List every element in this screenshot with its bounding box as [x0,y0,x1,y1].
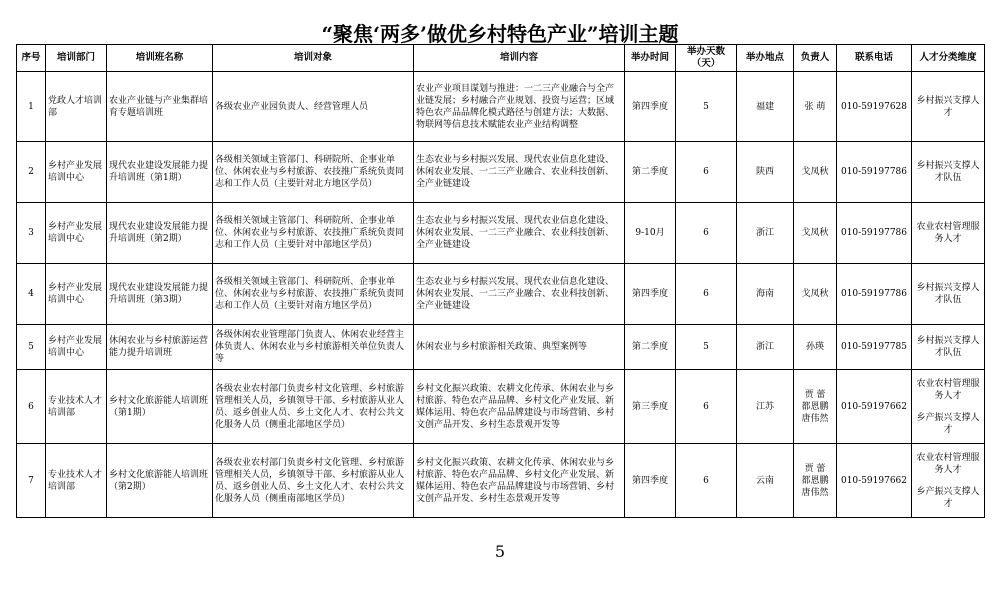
cell-dept: 专业技术人才培训部 [46,444,107,518]
table-row [17,142,985,203]
header-dept: 培训部门 [46,45,107,72]
cell-place: 陕西 [737,142,794,203]
cell-category [912,72,985,142]
cell-phone: 010-59197786 [837,142,912,203]
cell-place: 云南 [737,444,794,518]
header-place: 举办地点 [737,45,794,72]
cell-dept: 乡村产业发展培训中心 [46,325,107,370]
header-time: 举办时间 [625,45,676,72]
cell-days: 6 [676,370,737,444]
category-gap [914,402,982,412]
cell-no: 7 [17,444,46,518]
person-name: 贾 蕾 [804,389,826,400]
category-label: 农业农村管理服务人才 [916,378,980,401]
cell-phone: 010-59197786 [837,203,912,264]
cell-person [794,444,837,518]
cell-target: 各级农业产业园负责人、经营管理人员 [213,72,414,142]
cell-content: 生态农业与乡村振兴发展、现代农业信息化建设、休闲农业发展、一二三产业融合、农业科技创新、全产业链建设 [414,203,625,264]
cell-person [794,370,837,444]
cell-target: 各级相关领域主管部门、科研院所、企事业单位、休闲农业与乡村旅游、农技推广系统负责同志和工作人员（主要针对北方地区学员） [213,142,414,203]
table-row [17,370,985,444]
category-label: 乡村振兴支撑人才队伍 [916,161,980,183]
person-name: 戈凤秋 [801,228,829,238]
table-row [17,203,985,264]
cell-phone: 010-59197786 [837,264,912,325]
cell-person [794,142,837,203]
cell-target: 各级农业农村部门负责乡村文化管理、乡村旅游管理相关人员，乡镇领导干部、乡村旅游从业人员、返乡创业人员、乡土文化人才、农村公共文化服务人员（侧重北部地区学员） [213,370,414,444]
header-class-name: 培训班名称 [107,45,213,72]
category-label: 乡村振兴支撑人才队伍 [916,283,980,305]
cell-place: 浙江 [737,203,794,264]
cell-place: 江苏 [737,370,794,444]
cell-phone: 010-59197628 [837,72,912,142]
header-category: 人才分类维度 [912,45,985,72]
person-name: 张 萌 [804,101,826,112]
person-name: 都恩鹏 [801,401,829,412]
document-title: “聚焦‘两多’做优乡村特色产业”培训主题 [321,22,679,46]
cell-dept: 乡村产业发展培训中心 [46,142,107,203]
cell-person [794,264,837,325]
cell-time: 第二季度 [625,325,676,370]
cell-class-name: 现代农业建设发展能力提升培训班（第3期） [107,264,213,325]
cell-content: 生态农业与乡村振兴发展、现代农业信息化建设、休闲农业发展、一二三产业融合、农业科技创新、全产业链建设 [414,264,625,325]
cell-place: 福建 [737,72,794,142]
person-name: 唐伟然 [801,487,829,498]
cell-phone: 010-59197662 [837,444,912,518]
cell-days: 6 [676,142,737,203]
cell-no: 1 [17,72,46,142]
cell-target: 各级相关领域主管部门、科研院所、企事业单位、休闲农业与乡村旅游、农技推广系统负责同志和工作人员（主要针对南方地区学员） [213,264,414,325]
cell-days: 5 [676,72,737,142]
cell-no: 3 [17,203,46,264]
cell-time: 9-10月 [625,203,676,264]
cell-phone: 010-59197785 [837,325,912,370]
table-row [17,72,985,142]
cell-content: 农业产业项目谋划与推进：一二三产业融合与全产业链发展；乡村融合产业规划、投资与运营；区域特色农产品品牌化模式路径与创建方法；大数据、物联网等信息技术赋能农业产业结构调整 [414,72,625,142]
cell-phone: 010-59197662 [837,370,912,444]
cell-class-name: 现代农业建设发展能力提升培训班（第1期） [107,142,213,203]
header-content: 培训内容 [414,45,625,72]
cell-person [794,72,837,142]
cell-time: 第四季度 [625,72,676,142]
cell-content: 生态农业与乡村振兴发展、现代农业信息化建设、休闲农业发展、一二三产业融合、农业科技创新、全产业链建设 [414,142,625,203]
cell-days: 5 [676,325,737,370]
header-phone: 联系电话 [837,45,912,72]
cell-target: 各级休闲农业管理部门负责人、休闲农业经营主体负责人、休闲农业与乡村旅游相关单位负责人等 [213,325,414,370]
cell-category [912,444,985,518]
training-table [16,44,985,518]
cell-category [912,370,985,444]
category-label: 乡产振兴支撑人才 [916,486,980,509]
category-label: 乡村振兴支撑人才队伍 [916,336,980,358]
cell-no: 4 [17,264,46,325]
cell-class-name: 农业产业链与产业集群培育专题培训班 [107,72,213,142]
header-row [17,45,985,72]
cell-class-name: 休闲农业与乡村旅游运营能力提升培训班 [107,325,213,370]
cell-target: 各级农业农村部门负责乡村文化管理、乡村旅游管理相关人员，乡镇领导干部、乡村旅游从业人员、返乡创业人员、乡土文化人才、农村公共文化服务人员（侧重南部地区学员） [213,444,414,518]
cell-category [912,264,985,325]
cell-category [912,203,985,264]
category-label: 乡村振兴支撑人才 [916,95,980,118]
cell-days: 6 [676,444,737,518]
cell-days: 6 [676,264,737,325]
cell-class-name: 乡村文化旅游能人培训班（第1期） [107,370,213,444]
cell-time: 第二季度 [625,142,676,203]
category-label: 乡产振兴支撑人才 [916,412,980,435]
person-name: 贾 蕾 [804,463,826,474]
cell-dept: 乡村产业发展培训中心 [46,203,107,264]
person-name: 戈凤秋 [801,289,829,299]
cell-target: 各级相关领域主管部门、科研院所、企事业单位、休闲农业与乡村旅游、农技推广系统负责同志和工作人员（主要针对中部地区学员） [213,203,414,264]
page-number: 5 [494,542,506,561]
cell-time: 第四季度 [625,264,676,325]
cell-class-name: 现代农业建设发展能力提升培训班（第2期） [107,203,213,264]
cell-dept: 乡村产业发展培训中心 [46,264,107,325]
cell-time: 第四季度 [625,444,676,518]
cell-time: 第三季度 [625,370,676,444]
cell-content: 乡村文化振兴政策、农耕文化传承、休闲农业与乡村旅游、特色农产品品牌、乡村文化产业发展、新媒体运用、特色农产品品牌建设与市场营销、乡村文创产品开发、乡村生态景观开发等 [414,444,625,518]
table-row [17,325,985,370]
cell-content: 乡村文化振兴政策、农耕文化传承、休闲农业与乡村旅游、特色农产品品牌、乡村文化产业发展、新媒体运用、特色农产品品牌建设与市场营销、乡村文创产品开发、乡村生态景观开发等 [414,370,625,444]
cell-no: 5 [17,325,46,370]
cell-days: 6 [676,203,737,264]
category-gap [914,476,982,486]
header-target: 培训对象 [213,45,414,72]
table-row [17,264,985,325]
cell-no: 2 [17,142,46,203]
category-label: 农业农村管理服务人才 [916,222,980,244]
person-name: 都恩鹏 [801,475,829,486]
cell-category [912,325,985,370]
cell-dept: 专业技术人才培训部 [46,370,107,444]
cell-content: 休闲农业与乡村旅游相关政策、典型案例等 [414,325,625,370]
cell-class-name: 乡村文化旅游能人培训班（第2期） [107,444,213,518]
header-days: 举办天数（天） [676,45,737,72]
header-person: 负责人 [794,45,837,72]
person-name: 孙瑛 [805,342,824,352]
cell-person [794,325,837,370]
person-name: 唐伟然 [801,413,829,424]
header-no: 序号 [17,45,46,72]
cell-category [912,142,985,203]
cell-place: 海南 [737,264,794,325]
table-row [17,444,985,518]
person-name: 戈凤秋 [801,167,829,177]
category-label: 农业农村管理服务人才 [916,452,980,475]
cell-dept: 党政人才培训部 [46,72,107,142]
cell-person [794,203,837,264]
cell-no: 6 [17,370,46,444]
cell-place: 浙江 [737,325,794,370]
